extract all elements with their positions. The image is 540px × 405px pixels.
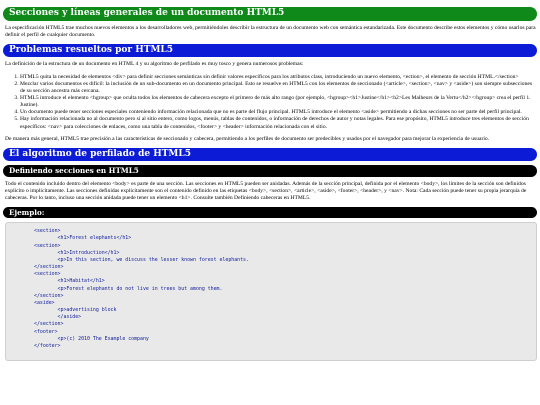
section-heading-algorithm: El algoritmo de perfilado de HTML5 [3,148,537,162]
section-heading-main: Secciones y líneas generales de un documento HTML5 [3,7,537,21]
code-line: <section> [34,242,61,249]
code-line: <p>(c) 2010 The Example company [34,335,149,342]
code-line: </footer> [34,342,61,349]
code-line: <h1>Introduction</h1> [34,249,120,256]
subheading-defining-sections: Definiendo secciones en HTML5 [3,165,537,176]
code-line: <h1>Forest elephants</h1> [34,235,132,242]
code-example-block [5,222,537,361]
problems-intro-paragraph: La definición de la estructura de un documento en HTML 4 y su algoritmo de perfilado es muy tosco y genera numerosos problemas: [5,61,304,68]
code-line: </section> [34,292,64,299]
problems-closing-paragraph: De manera más general, HTML5 trae precisión a las características de seccionado y cabecera, permitiendo a los perfiles de documento ser predecibles y usados por el navegador para mejorar la experiencia de usuario. [5,135,490,142]
code-line: <p>In this section, we discuss the lesser known forest elephants. [34,256,249,263]
subheading-example: Ejemplo: [3,207,537,218]
problems-list-item: 5. Hay información relacionada no al documento pero sí al sitio entero, como logos, menús, tablas de contenidos, o información de derechos de autor y notas legales. Para ese propósito, HTML5 introduce tres elementos de sección específicos: <nav> para colecciones de enlaces, como una tabla de contenidos, <footer> y <header> información relacionada con el sitio. [20,116,537,130]
defining-sections-paragraph: Todo el contenido incluido dentro del elemento <body> es parte de una sección. Las secciones en HTML5 pueden ser anidadas. Además de la sección principal, definida por el elemento <body>, los límites de la sección son definidos explícito o implícitamente. Las secciones definidas explícitamente son el contenido definido en las etiquetas <body>, <section>, <article>, <aside>, <footer>, <header>, y <nav>. Nota: Cada sección puede tener su propia jerarquía de cabeceras. Por lo tanto, incluso una sección anidada puede tener un elemento <h1>. Consulte también Definiendo cabeceras en HTML5. [5,180,527,201]
code-line: <p>advertising block [34,307,117,314]
problems-list-item: 3. HTML5 introduce el elemento <hgroup> que oculta todos los elementos de cabecera excepto el primero de más alto rango (por ejemplo, <hgroup><h1>Justine</h1><h2>Les Malheurs de la Vertu</h2></hgroup> crea el perfil 1. Justine). [20,95,537,109]
code-line: <footer> [34,328,58,335]
code-line: </aside> [34,314,82,321]
code-line: </section> [34,321,64,328]
intro-paragraph: La especificación HTML5 trae muchos nuevos elementos a los desarrolladores web, permitiéndoles describir la estructura de un documento web con semántica estandarizada. Este documento describe estos elementos y cómo usarlos para definir el perfil de cualquier documento. [5,24,536,38]
code-line: <section> [34,228,61,235]
code-line: <p>Forest elephants do not live in trees but among them. [34,285,223,292]
code-line: <h1>Habitat</h1> [34,278,105,285]
code-line: </section> [34,264,64,271]
code-line: <aside> [34,299,55,306]
problems-list-item: 1. HTML5 quita la necesidad de elementos <div> para definir secciones semánticas sin definir valores específicos para los atributos class, introduciendo un nuevo elemento, <ection>, el elemento de sección HTML.</section> [20,74,537,81]
problems-list-item: 4. Un documento puede tener secciones especiales conteniendo información relacionada que no es parte del flujo principal. HTML5 introduce el elemento <aside> permitiendo a dichas secciones no ser parte del perfil principal. [20,109,537,116]
code-line: <section> [34,271,61,278]
problems-list-item: 2. Mezclar varios documentos es difícil: la inclusión de un sub-documento en un documento principal. Esto se resuelve en HTML5 con los elementos de seccionado (<article>, <section>, <nav> y <aside>) son siempre subsecciones de su sección ancestra más cercana. [20,81,537,95]
problems-list [3,74,537,131]
section-heading-problems: Problemas resueltos por HTML5 [3,44,537,58]
